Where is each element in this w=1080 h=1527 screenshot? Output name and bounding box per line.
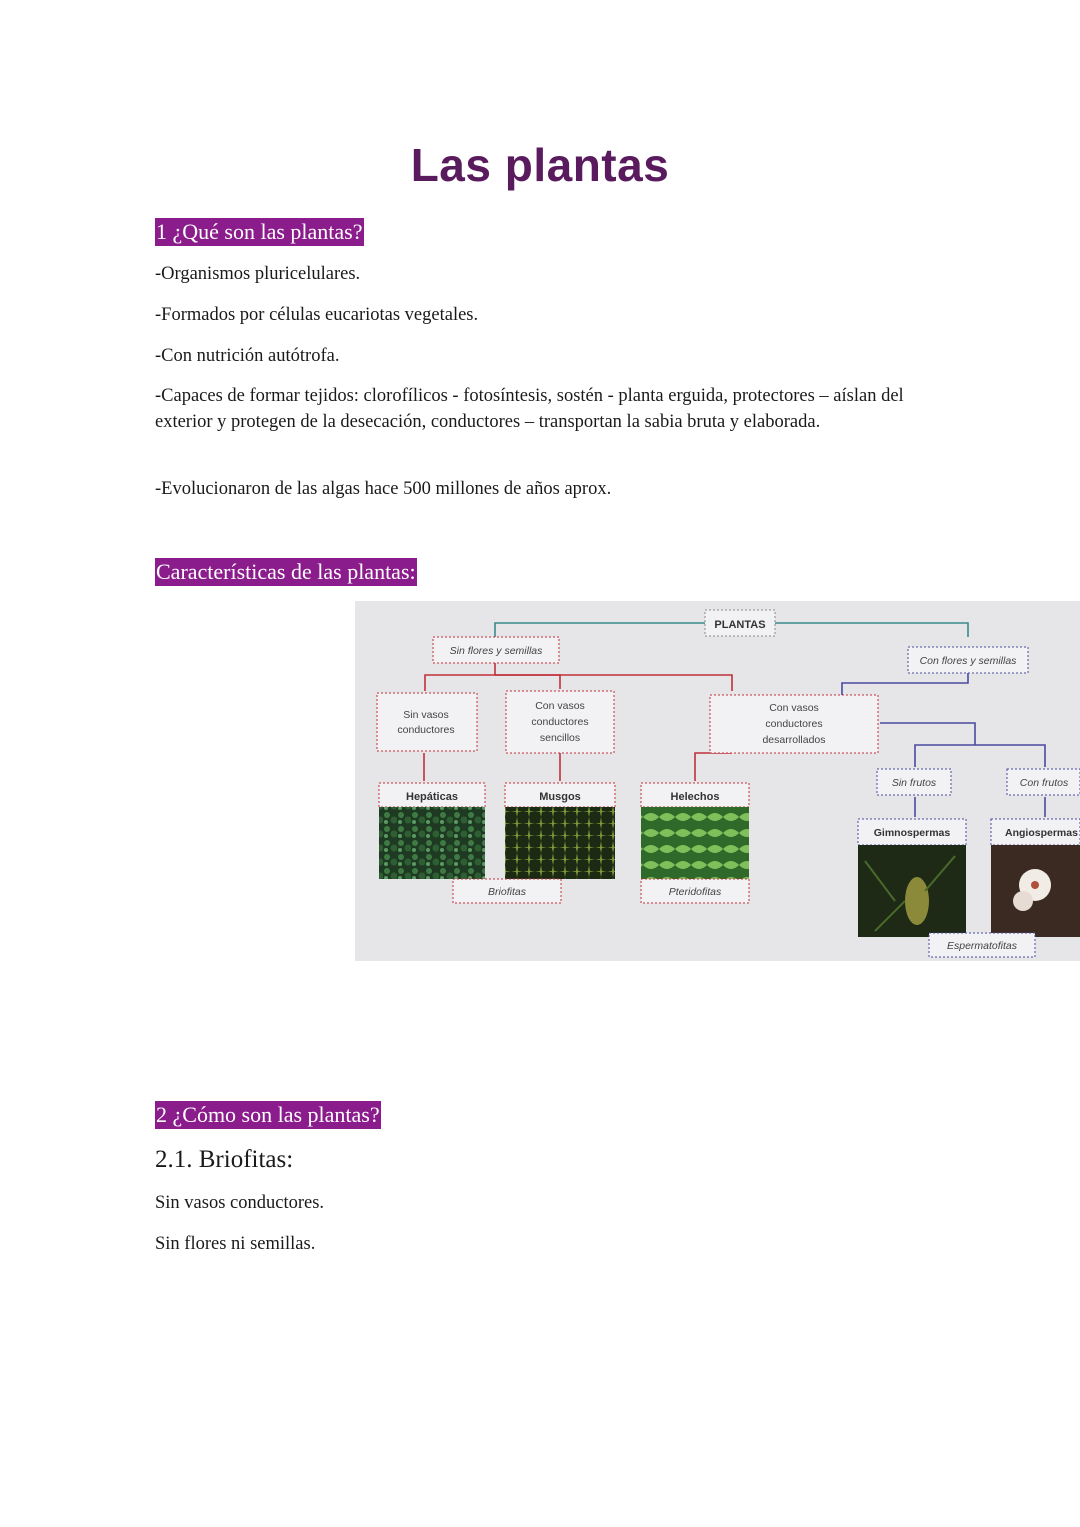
diagram-label-briofitas: Briofitas xyxy=(488,886,526,898)
diagram-label-con-flores: Con flores y semillas xyxy=(919,655,1017,667)
diagram-label-cvd-3: desarrollados xyxy=(762,734,826,746)
connector-line xyxy=(495,623,705,637)
connector-line xyxy=(915,745,975,767)
connector-line xyxy=(880,723,975,745)
section-2-1-subheading: 2.1. Briofitas: xyxy=(155,1146,294,1173)
paragraph: -Organismos pluricelulares. xyxy=(155,264,361,284)
connector-line xyxy=(495,675,732,691)
paragraph: -Con nutrición autótrofa. xyxy=(155,346,340,366)
diagram-label-hepaticas: Hepáticas xyxy=(406,791,458,803)
diagram-box-sin-vasos xyxy=(377,693,477,751)
diagram-label-con-frutos: Con frutos xyxy=(1019,777,1069,789)
diagram-label-angiospermas: Angiospermas xyxy=(1005,827,1078,839)
diagram-label-espermatofitas: Espermatofitas xyxy=(946,940,1018,952)
musgos-photo xyxy=(505,807,615,879)
connector-line xyxy=(975,745,1045,767)
diagram-label-sin-flores: Sin flores y semillas xyxy=(449,645,543,657)
diagram-label-root: PLANTAS xyxy=(714,619,766,631)
paragraph: -Capaces de formar tejidos: clorofílicos - fotosíntesis, sostén - planta erguida, protectores – aíslan del exterior y protegen de la desecación, conductores – transportan la sabia bruta y elaborada. xyxy=(155,386,904,432)
section-1-heading: 1 ¿Qué son las plantas? xyxy=(156,219,363,244)
hepaticas-photo xyxy=(379,807,485,879)
plant-classification-diagram xyxy=(355,601,1080,961)
paragraph: -Formados por células eucariotas vegetales. xyxy=(155,305,479,325)
connector-line xyxy=(425,663,495,691)
diagram-label-pteridofitas: Pteridofitas xyxy=(668,886,722,898)
characteristics-heading: Características de las plantas: xyxy=(156,559,416,584)
diagram-label-musgos: Musgos xyxy=(539,791,581,803)
diagram-label-cvs-3: sencillos xyxy=(539,732,581,744)
connector-line xyxy=(775,623,968,637)
paragraph: -Evolucionaron de las algas hace 500 millones de años aprox. xyxy=(155,479,612,499)
diagram-label-helechos: Helechos xyxy=(670,791,720,803)
connector-line xyxy=(695,753,732,781)
diagram-label-sin-vasos-2: conductores xyxy=(397,724,455,736)
diagram-label-sin-vasos-1: Sin vasos xyxy=(403,709,449,721)
diagram-label-cvd-2: conductores xyxy=(765,718,823,730)
connector-line xyxy=(495,675,560,689)
diagram-label-gimnospermas: Gimnospermas xyxy=(873,827,951,839)
section-2-heading: 2 ¿Cómo son las plantas? xyxy=(156,1102,380,1127)
diagram-label-sin-frutos: Sin frutos xyxy=(891,777,937,789)
connector-line xyxy=(842,673,968,695)
paragraph: Sin flores ni semillas. xyxy=(155,1234,316,1254)
diagram-label-cvs-2: conductores xyxy=(531,716,589,728)
diagram-label-cvs-1: Con vasos xyxy=(535,700,585,712)
paragraph: Sin vasos conductores. xyxy=(155,1193,325,1213)
helechos-photo xyxy=(641,807,749,879)
page-title: Las plantas xyxy=(410,139,670,191)
diagram-label-cvd-1: Con vasos xyxy=(769,702,819,714)
